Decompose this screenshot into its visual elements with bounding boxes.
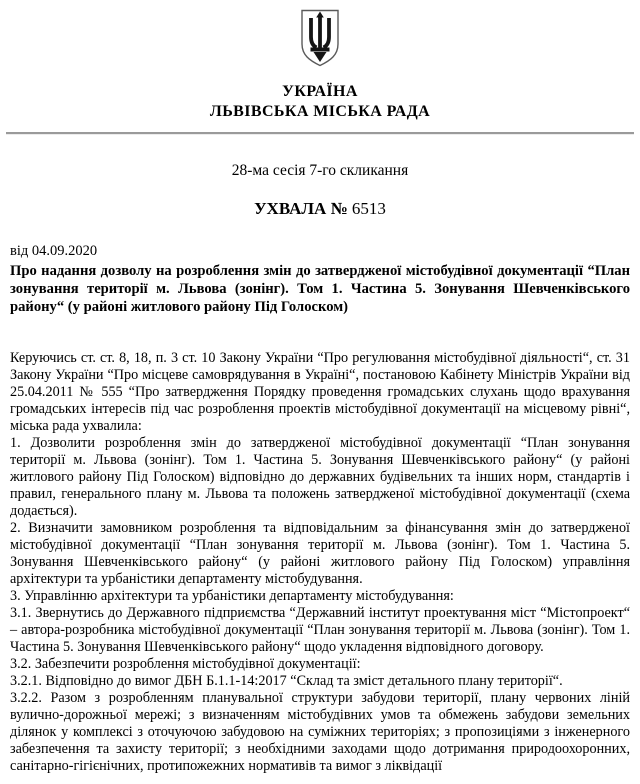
decree-label: УХВАЛА №: [254, 199, 348, 218]
decree-number: 6513: [351, 199, 386, 218]
paragraph: 3. Управлінню архітектури та урбаністики департаменту містобудування:: [10, 588, 454, 604]
decree-heading: [0, 199, 640, 219]
country-name: УКРАЇНА: [282, 83, 358, 100]
trident-shield-icon: [297, 9, 343, 67]
document-text-column: [0, 242, 640, 775]
session-line: 28-ма сесія 7-го скликання: [231, 162, 409, 179]
paragraph: Керуючись ст. ст. 8, 18, п. 3 ст. 10 Закону України “Про регулювання містобудівної діяльності“, ст. 31 Закону України “Про місцеве самоврядування в Україні“, постановою Кабінету Міністрів України від 25.04.2011 № 555 “Про затвердження Порядку проведення громадських слухань щодо врахування громадських інтересів під час розроблення проектів містобудівної документації на місцевому рівні“, міська рада ухвалила:: [10, 350, 630, 434]
paragraph: 2. Визначити замовником розроблення та відповідальним за фінансування змін до затвердженої містобудівної документації “План зонування території м. Львова (зонінг). Том 1. Частина 5. Зонування Шевченківського району“ (у районі житлового району Під Голоском) управління архітектури та урбаністики департаменту містобудування.: [10, 520, 630, 587]
ukraine-trident-emblem: [0, 0, 640, 67]
document-body: [10, 350, 630, 775]
paragraph: 1. Дозволити розроблення змін до затвердженої містобудівної документації “План зонування території м. Львова (зонінг). Том 1. Частина 5. Зонування Шевченківського району“ (у районі житлового району Під Голоском) відповідно до державних будівельних та інших норм, стандартів і правил, генерального плану м. Львова та положень затвердженої містобудівної документації (схема додається).: [10, 435, 630, 519]
date-line: від 04.09.2020: [10, 243, 98, 259]
document-title: Про надання дозволу на розроблення змін до затвердженої містобудівної документації “План зонування території м. Львова (зонінг). Том 1. Частина 5. Зонування Шевченківського району“ (у районі житлового району Під Голоском): [10, 263, 630, 315]
paragraph: 3.2.1. Відповідно до вимог ДБН Б.1.1-14:2017 “Склад та зміст детального плану території“.: [10, 673, 563, 689]
paragraph: 3.2.2. Разом з розробленням планувальної структури забудови території, плану червоних ліній вулично-дорожньої мережі; з визначенням містобудівних умов та обмежень забудови земельних ділянок у комплексі з оточуючою забудовою на суміжних територіях; з пропозиціями з інженерного забезпечення та захисту території; з необхідними заходами щодо дотримання природоохоронних, санітарно-гігієнічних, протипожежних нормативів та вимог з ліквідації: [10, 690, 630, 774]
paragraph: 3.2. Забезпечити розроблення містобудівної документації:: [10, 656, 361, 672]
header-divider: [6, 132, 634, 135]
paragraph: 3.1. Звернутись до Державного підприємства “Державний інститут проектування міст “Містопроект“ – автора-розробника містобудівної документації “План зонування території м. Львова (зонінг). Том 1. Частина 5. Зонування Шевченківського району“ щодо укладення відповідного договору.: [10, 605, 630, 655]
council-name: ЛЬВІВСЬКА МІСЬКА РАДА: [209, 103, 431, 120]
